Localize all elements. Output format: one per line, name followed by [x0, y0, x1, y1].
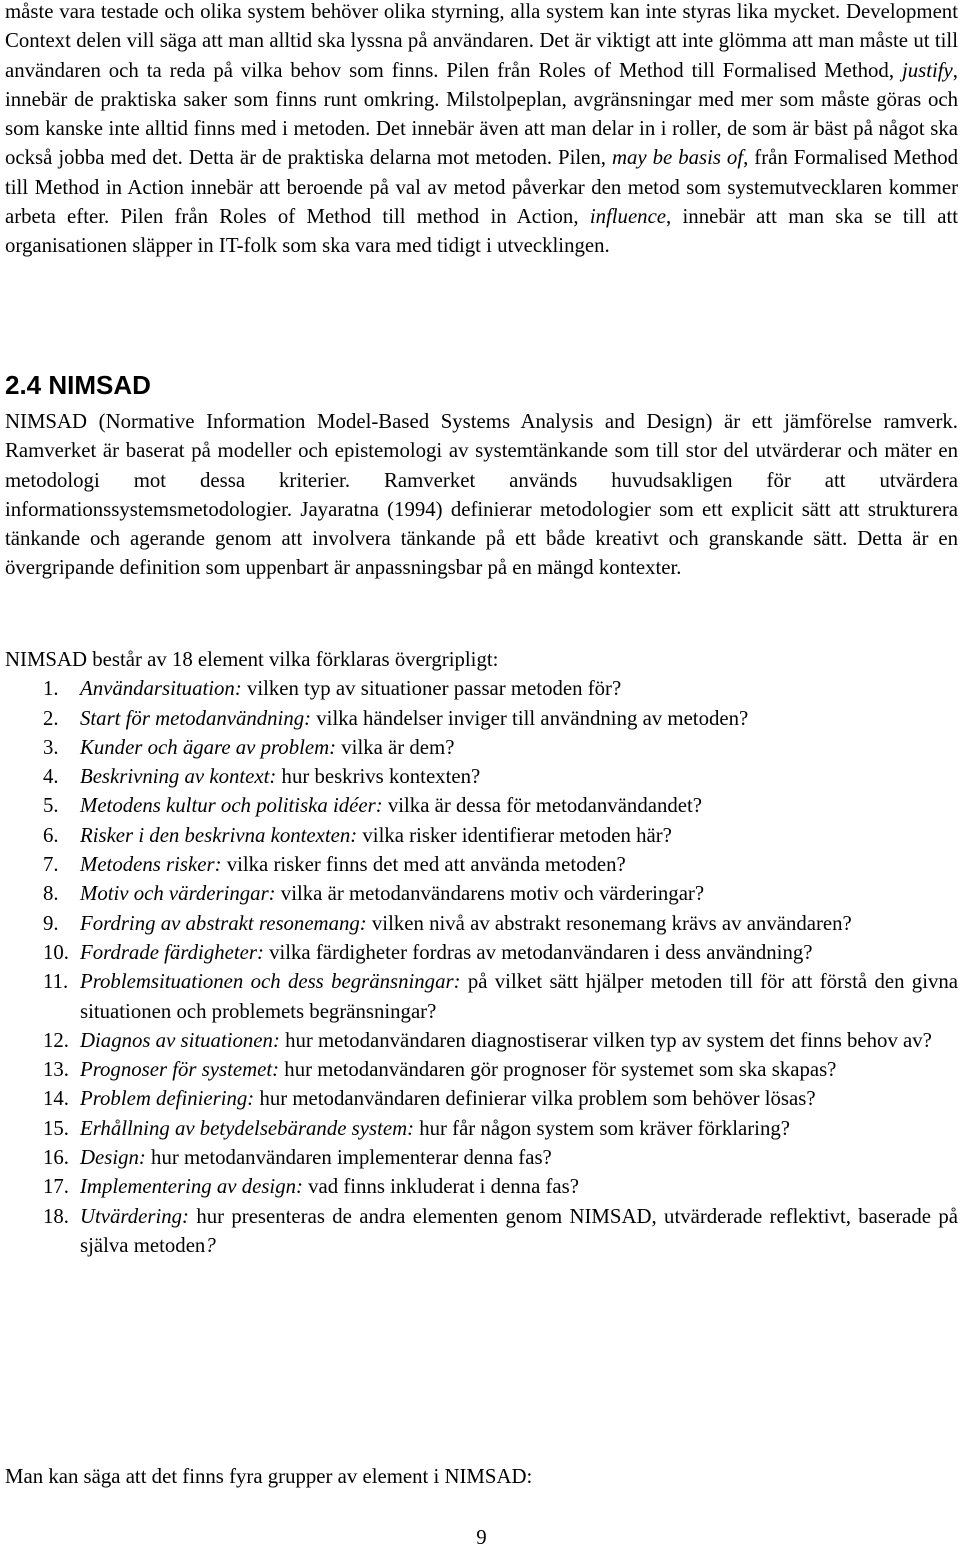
- list-item-number: 17.: [43, 1175, 69, 1199]
- list-item-term: Kunder och ägare av problem:: [80, 735, 337, 759]
- top-paragraph: [5, 0, 958, 261]
- list-item: [5, 1202, 958, 1261]
- list-item-number: 14.: [43, 1087, 69, 1111]
- list-item-description: vilka färdigheter fordras av metodanvändaren i dess användning?: [263, 940, 813, 964]
- list-item-description: vilka risker finns det med att använda metoden?: [221, 853, 626, 877]
- list-item: [5, 909, 958, 938]
- list-item-description: hur beskrivs kontexten?: [276, 765, 481, 789]
- list-item: [5, 733, 958, 762]
- list-item: [5, 1172, 958, 1201]
- list-item-term: Metodens risker:: [80, 853, 222, 877]
- list-item-tail: ?: [205, 1233, 216, 1257]
- list-item-term: Beskrivning av kontext:: [80, 765, 277, 789]
- list-item: [5, 1055, 958, 1084]
- list-item-description: hur får någon system som kräver förklaring?: [414, 1116, 790, 1140]
- list-item-term: Diagnos av situationen:: [80, 1028, 280, 1052]
- list-item: [5, 1084, 958, 1113]
- list-item-description: hur metodanvändaren definierar vilka problem som behöver lösas?: [254, 1087, 816, 1111]
- list-item-number: 2.: [43, 706, 59, 730]
- list-item-number: 6.: [43, 823, 59, 847]
- elements-section: [5, 645, 958, 1260]
- list-item-number: 11.: [43, 970, 69, 994]
- list-item-term: Problemsituationen och dess begränsningar:: [80, 970, 461, 994]
- top-paragraph-emphasis-justify: justify: [901, 58, 953, 82]
- list-item: [5, 821, 958, 850]
- top-paragraph-text-4: , innebär att man ska se till att organisationen släpper in IT-folk som ska vara med tidigt i utvecklingen.: [5, 205, 959, 258]
- top-paragraph-text-3: , från Formalised Method till Method in Action innebär att beroende på val av metod påverkar den metod som systemutvecklaren kommer arbeta efter. Pilen från Roles of Method till method in Action,: [5, 146, 958, 229]
- list-item: [5, 1026, 958, 1055]
- list-item-term: Design:: [80, 1146, 146, 1170]
- list-item-description: hur presenteras de andra elementen genom NIMSAD, utvärderade reflektivt, baserade på själva metoden: [80, 1204, 958, 1257]
- list-item-description: hur metodanvändaren gör prognoser för systemet som ska skapas?: [279, 1058, 837, 1082]
- list-item-description: vilka är metodanvändarens motiv och värderingar?: [275, 882, 705, 906]
- list-item-description: på vilket sätt hjälper metoden till för att förstå den givna situationen och problemets begränsningar?: [80, 970, 958, 1023]
- list-item-term: Erhållning av betydelsebärande system:: [80, 1116, 415, 1140]
- top-paragraph-text-2: , innebär de praktiska saker som finns runt omkring. Milstolpeplan, avgränsningar med mer som måste göras och som kanske inte alltid finns med i metoden. Det innebär även att man delar in i roller, de som är bäst på något ska också jobba med det. Detta är de praktiska delarna mot metoden. Pilen,: [5, 58, 958, 170]
- list-item-term: Motiv och värderingar:: [80, 882, 276, 906]
- list-item: [5, 879, 958, 908]
- list-item-number: 5.: [43, 794, 59, 818]
- list-item: [5, 938, 958, 967]
- document-page: [5, 0, 959, 1549]
- list-item-term: Start för metodanvändning:: [80, 706, 312, 730]
- list-item-description: vilka risker identifierar metoden här?: [357, 823, 672, 847]
- list-item-number: 18.: [43, 1204, 69, 1228]
- list-item-description: vilka händelser inviger till användning av metoden?: [311, 706, 749, 730]
- top-paragraph-text-1: måste vara testade och olika system behöver olika styrning, alla system kan inte styras lika mycket. Development Context delen vill säga att man alltid ska lyssna på användaren. Det är viktigt att inte glömma att man måste ut till användaren och ta reda på vilka behov som finns. Pilen från Roles of Method till Formalised Method,: [5, 0, 958, 82]
- list-item-number: 8.: [43, 882, 59, 906]
- nimsad-paragraph: NIMSAD (Normative Information Model-Based Systems Analysis and Design) är ett jämförelse ramverk. Ramverket är baserat på modeller och epistemologi av systemtänkande som till stor del utvärderar och mäter en metodologi mot dessa kriterier. Ramverket används huvudsakligen för att utvärdera informationssystemsmetodologier. Jayaratna (1994) definierar metodologier som ett explicit sätt att strukturera tänkande och agerande genom att involvera tänkande på ett både kreativt och granskande sätt. Detta är en övergripande definition som uppenbart är anpassningsbar på en mängd kontexter.: [5, 410, 958, 580]
- list-item-term: Prognoser för systemet:: [80, 1058, 280, 1082]
- list-item: [5, 1143, 958, 1172]
- list-item-term: Fordrade färdigheter:: [80, 940, 264, 964]
- list-item-description: hur metodanvändaren diagnostiserar vilken typ av system det finns behov av?: [279, 1028, 932, 1052]
- list-item-description: vilka är dessa för metodanvändandet?: [382, 794, 702, 818]
- list-item-description: vad finns inkluderat i denna fas?: [302, 1175, 579, 1199]
- list-item: [5, 850, 958, 879]
- nimsad-section: [5, 407, 958, 583]
- list-item: [5, 762, 958, 791]
- page-number: 9: [476, 1526, 487, 1549]
- list-item: [5, 704, 958, 733]
- list-item-number: 4.: [43, 765, 59, 789]
- list-item-term: Utvärdering:: [80, 1204, 189, 1228]
- list-item-description: vilken typ av situationer passar metoden för?: [241, 677, 622, 701]
- list-item-description: vilka är dem?: [336, 735, 455, 759]
- list-item-number: 16.: [43, 1146, 69, 1170]
- list-item: [5, 791, 958, 820]
- list-item-term: Metodens kultur och politiska idéer:: [80, 794, 383, 818]
- closing-sentence: Man kan säga att det finns fyra grupper av element i NIMSAD:: [5, 1465, 533, 1488]
- list-item-description: hur metodanvändaren implementerar denna fas?: [145, 1146, 552, 1170]
- list-item: [5, 1114, 958, 1143]
- elements-list: [5, 674, 958, 1260]
- list-item-description: vilken nivå av abstrakt resonemang krävs av användaren?: [366, 911, 852, 935]
- list-item-term: Problem definiering:: [80, 1087, 255, 1111]
- top-paragraph-emphasis-may-be-basis-of: may be basis of: [611, 146, 744, 170]
- list-item-number: 13.: [43, 1058, 69, 1082]
- list-item-number: 1.: [43, 677, 59, 701]
- list-item-number: 3.: [43, 735, 59, 759]
- list-item-number: 9.: [43, 911, 59, 935]
- list-item-term: Implementering av design:: [80, 1175, 303, 1199]
- list-item: [5, 674, 958, 703]
- list-intro: NIMSAD består av 18 element vilka förklaras övergripligt:: [5, 648, 499, 671]
- top-paragraph-emphasis-influence: influence: [589, 205, 667, 229]
- list-item-number: 10.: [43, 940, 69, 964]
- list-item-number: 7.: [43, 853, 59, 877]
- list-item-term: Användarsituation:: [80, 677, 242, 701]
- section-heading: 2.4 NIMSAD: [5, 370, 151, 400]
- list-item-number: 15.: [43, 1116, 69, 1140]
- list-item: [5, 967, 958, 1026]
- list-item-number: 12.: [43, 1028, 69, 1052]
- list-item-term: Fordring av abstrakt resonemang:: [80, 911, 367, 935]
- list-item-term: Risker i den beskrivna kontexten:: [80, 823, 358, 847]
